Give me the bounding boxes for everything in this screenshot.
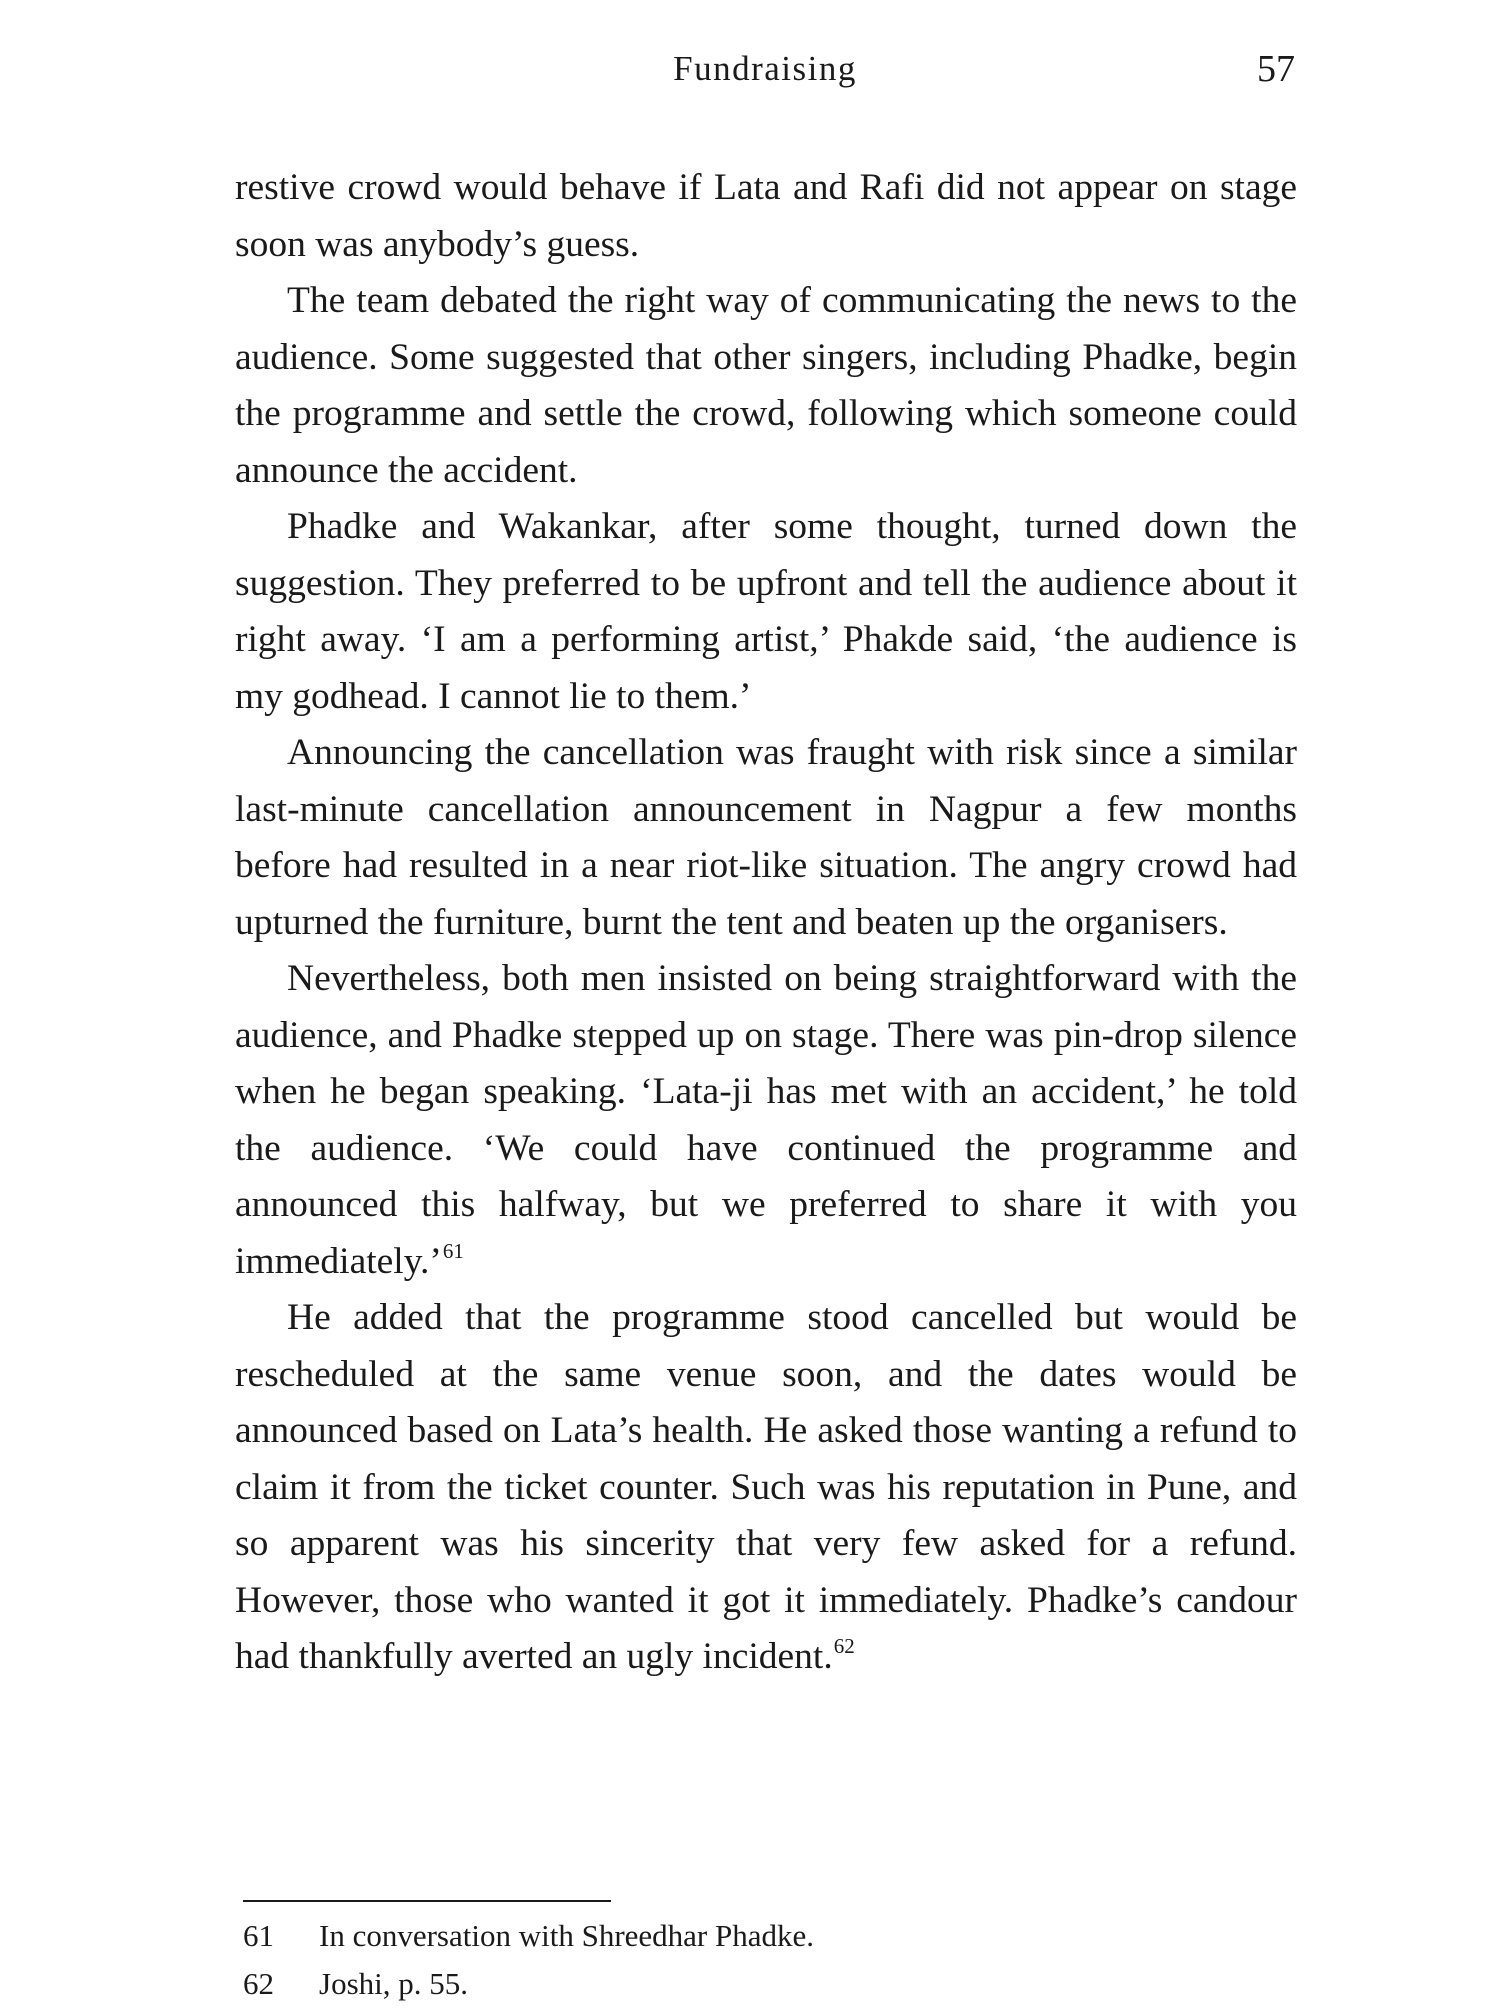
- paragraph-text: Announcing the cancellation was fraught with risk since a similar last-minute cancellation announcement in Nagpur a few months before had resulted in a near riot-like situation. The angry crowd had upturned the furniture, burnt the tent and beaten up the organisers.: [235, 732, 1297, 943]
- running-title: Fundraising: [673, 49, 857, 88]
- footnote-text: In conversation with Shreedhar Phadke.: [319, 1918, 815, 1953]
- paragraph-text: restive crowd would behave if Lata and Rafi did not appear on stage soon was anybody’s guess.: [235, 167, 1297, 265]
- footnote-reference[interactable]: 62: [833, 1634, 855, 1658]
- body-text: [235, 160, 1297, 1686]
- footnote-divider: [243, 1900, 611, 1902]
- paragraph: [235, 951, 1297, 1290]
- paragraph-text: The team debated the right way of communicating the news to the audience. Some suggested that other singers, including Phadke, begin the programme and settle the crowd, following which someone could announce the accident.: [235, 280, 1297, 491]
- footnote: [243, 1912, 1243, 1960]
- footnote-number: 61: [243, 1918, 274, 1953]
- paragraph: [235, 273, 1297, 499]
- paragraph-text: Nevertheless, both men insisted on being straightforward with the audience, and Phadke stepped up on stage. There was pin-drop silence when he began speaking. ‘Lata-ji has met with an accident,’ he told the audience. ‘We could have continued the programme and announced this halfway, but we preferred to share it with you immediately.’: [235, 958, 1297, 1282]
- page-number: 57: [1257, 48, 1295, 90]
- footnote-reference[interactable]: 61: [442, 1238, 464, 1263]
- paragraph: [235, 725, 1297, 951]
- paragraph-text: Phadke and Wakankar, after some thought, turned down the suggestion. They preferred to be upfront and tell the audience about it right away. ‘I am a performing artist,’ Phakde said, ‘the audience is my godhead. I cannot lie to them.’: [235, 506, 1297, 717]
- footnotes: [243, 1912, 1243, 2008]
- paragraph: [235, 160, 1297, 273]
- paragraph: [235, 499, 1297, 725]
- footnote: [243, 1960, 1243, 2008]
- paragraph-text: He added that the programme stood cancelled but would be rescheduled at the same venue soon, and the dates would be announced based on Lata’s health. He asked those wanting a refund to claim it from the ticket counter. Such was his reputation in Pune, and so apparent was his sincerity that very few asked for a refund. However, those who wanted it got it immediately. Phadke’s candour had thankfully averted an ugly incident.: [235, 1297, 1297, 1677]
- footnote-number: 62: [243, 1966, 274, 2001]
- paragraph: [235, 1290, 1297, 1686]
- running-head: [235, 44, 1295, 94]
- footnote-text: Joshi, p. 55.: [319, 1966, 468, 2001]
